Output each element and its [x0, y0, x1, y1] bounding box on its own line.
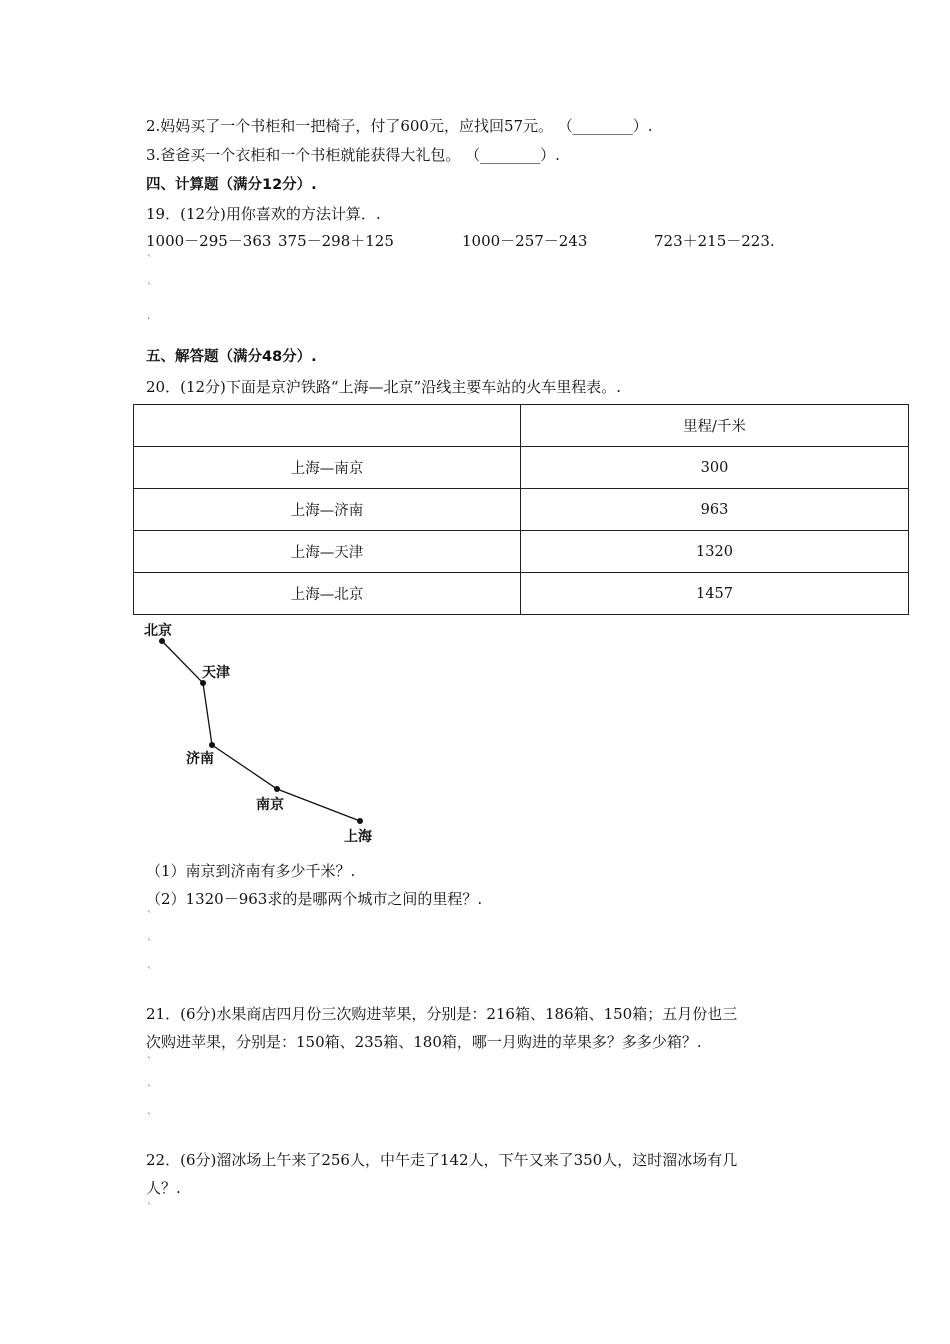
section-5-heading: 五、解答题（满分48分）.	[146, 349, 317, 365]
station-label-shanghai: 上海	[344, 829, 372, 845]
question-3: 3.爸爸买一个衣柜和一个书柜就能获得大礼包。 （________）.	[146, 146, 560, 164]
station-label-jinan: 济南	[186, 751, 214, 767]
table-cell-distance: 300	[521, 447, 909, 489]
railway-line	[162, 641, 360, 821]
paragraph-mark: ˋ	[147, 911, 152, 922]
question-21-line-1: 21．(6分)水果商店四月份三次购进苹果，分别是：216箱、186箱、150箱；五月份也三	[146, 1005, 738, 1023]
question-19: 19．(12分)用你喜欢的方法计算．.	[146, 205, 381, 223]
question-20: 20．(12分)下面是京沪铁路“上海—北京”沿线主要车站的火车里程表。.	[146, 378, 621, 396]
question-20-sub-2: （2）1320－963求的是哪两个城市之间的里程？.	[146, 890, 483, 908]
expression-3: 1000－257－243	[462, 232, 588, 250]
question-21-line-2: 次购进苹果，分别是：150箱、235箱、180箱，哪一月购进的苹果多？多多少箱？.	[146, 1033, 702, 1051]
question-22-line-2: 人？.	[146, 1179, 181, 1197]
table-cell-route: 上海—南京	[134, 447, 521, 489]
table-cell-route: 上海—济南	[134, 489, 521, 531]
paragraph-mark: ˋ	[147, 967, 152, 978]
station-dot-jinan	[209, 742, 215, 748]
question-20-sub-1: （1）南京到济南有多少千米？.	[146, 862, 356, 880]
table-header-cell	[134, 405, 521, 447]
table-row	[134, 489, 909, 531]
paragraph-mark: ˋ	[147, 255, 152, 266]
paragraph-mark: ˋ	[147, 1203, 152, 1214]
station-dot-shanghai	[357, 818, 363, 824]
question-22-line-1: 22．(6分)溜冰场上午来了256人，中午走了142人，下午又来了350人，这时溜冰场有几	[146, 1151, 738, 1169]
table-row	[134, 531, 909, 573]
table-cell-route: 上海—天津	[134, 531, 521, 573]
paragraph-mark: ˋ	[147, 1113, 152, 1124]
station-dot-nanjing	[274, 786, 280, 792]
question-2: 2.妈妈买了一个书柜和一把椅子，付了600元，应找回57元。 （________）.	[146, 117, 653, 135]
station-label-tianjin: 天津	[202, 665, 230, 681]
section-4-heading: 四、计算题（满分12分）.	[146, 177, 317, 193]
paragraph-mark: ˋ	[147, 1057, 152, 1068]
table-header-row	[134, 405, 909, 447]
table-row	[134, 447, 909, 489]
paragraph-mark: ˋ	[147, 1085, 152, 1096]
paragraph-mark: .	[147, 311, 151, 322]
table-cell-distance: 1457	[521, 573, 909, 615]
table-cell-distance: 1320	[521, 531, 909, 573]
paragraph-mark: ˋ	[147, 939, 152, 950]
table-cell-distance: 963	[521, 489, 909, 531]
railway-map	[140, 616, 400, 848]
station-label-beijing: 北京	[144, 623, 172, 639]
mileage-table	[133, 404, 909, 615]
paragraph-mark: ˋ	[147, 283, 152, 294]
table-row	[134, 573, 909, 615]
expression-2: 375－298＋125	[278, 232, 394, 250]
table-header-cell: 里程/千米	[521, 405, 909, 447]
expression-4: 723＋215－223.	[654, 232, 775, 250]
expression-1: 1000－295－363	[146, 232, 272, 250]
table-cell-route: 上海—北京	[134, 573, 521, 615]
station-label-nanjing: 南京	[256, 797, 284, 813]
